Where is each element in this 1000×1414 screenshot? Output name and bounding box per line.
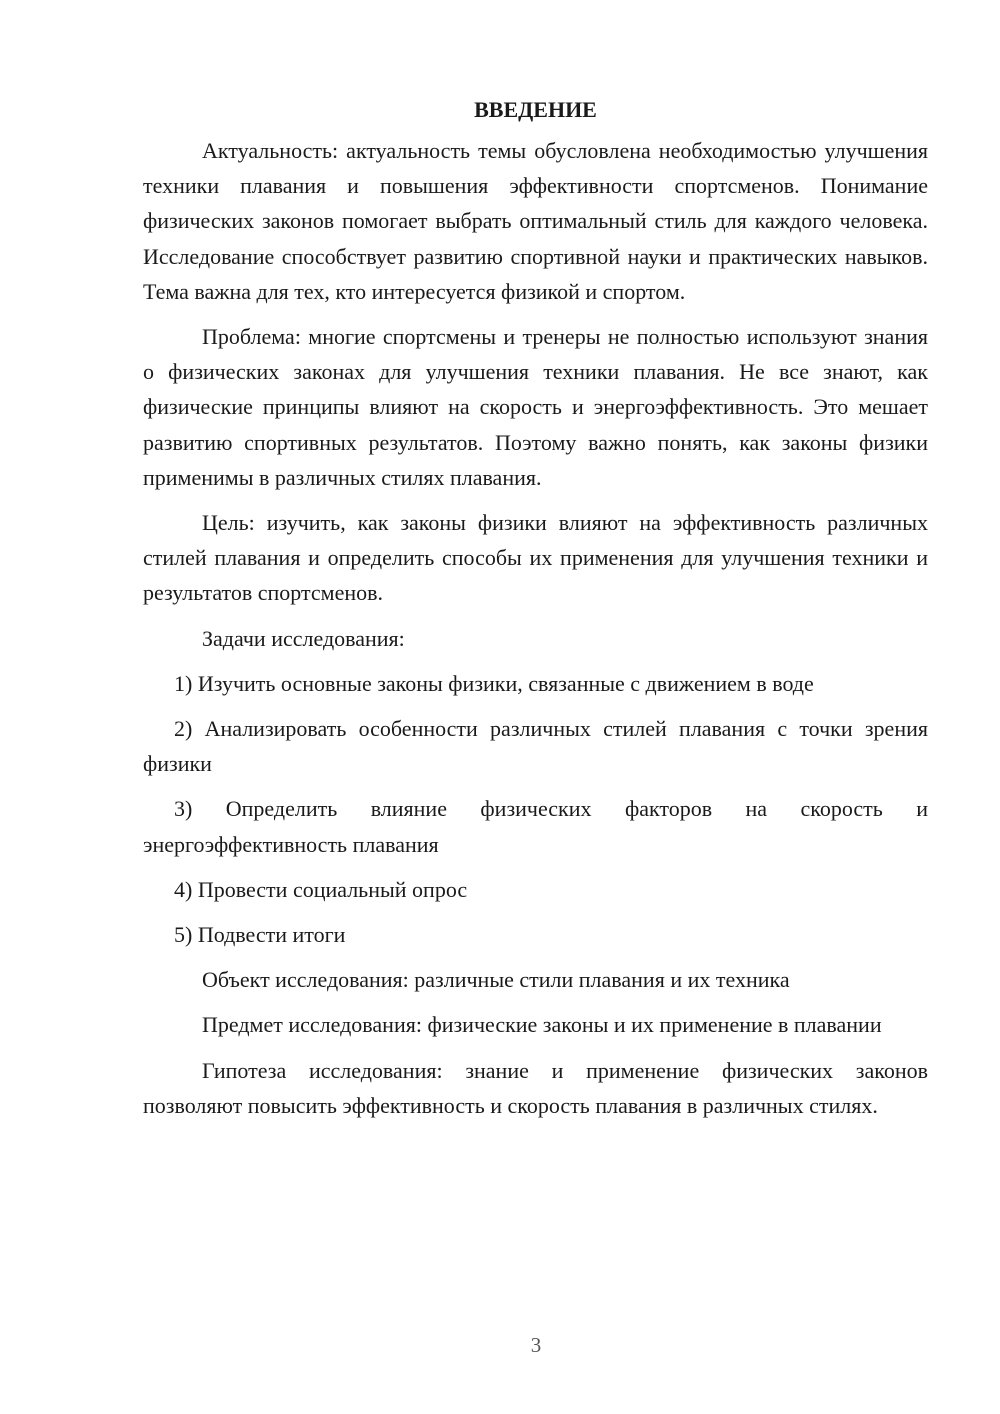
section-heading: ВВЕДЕНИЕ bbox=[474, 97, 597, 122]
page-number: 3 bbox=[530, 1333, 542, 1357]
task-item-2: 2) Анализировать особенности различных стилей плавания с точки зрения физики bbox=[143, 716, 928, 777]
task-item-3: 3) Определить влияние физических факторов на скорость и энергоэффективность плавания bbox=[143, 796, 928, 857]
tasks-title: Задачи исследования: bbox=[202, 625, 405, 651]
task-item-5: 5) Подвести итоги bbox=[174, 922, 346, 948]
task-item-4: 4) Провести социальный опрос bbox=[174, 876, 468, 902]
goal-paragraph: Цель: изучить, как законы физики влияют на эффективность различных стилей плавания и определить способы их применения для улучшения техники и результатов спортсменов. bbox=[143, 510, 928, 606]
relevance-paragraph: Актуальность: актуальность темы обусловлена необходимостью улучшения техники плавания и повышения эффективности спортсменов. Понимание физических законов помогает выбрать оптимальный стиль для каждого человека. Исследование способствует развитию спортивной науки и практических навыков. Тема важна для тех, кто интересуется физикой и спортом. bbox=[143, 138, 928, 304]
problem-paragraph: Проблема: многие спортсмены и тренеры не полностью используют знания о физических законах для улучшения техники плавания. Не все знают, как физические принципы влияют на скорость и энергоэффективность. Это мешает развитию спортивных результатов. Поэтому важно понять, как законы физики применимы в различных стилях плавания. bbox=[143, 324, 928, 490]
document-page bbox=[143, 92, 928, 1123]
subject-paragraph: Предмет исследования: физические законы и их применение в плавании bbox=[202, 1012, 882, 1038]
object-paragraph: Объект исследования: различные стили плавания и их техника bbox=[202, 967, 790, 993]
task-item-1: 1) Изучить основные законы физики, связанные с движением в воде bbox=[174, 670, 814, 696]
hypothesis-paragraph: Гипотеза исследования: знание и применение физических законов позволяют повысить эффективность и скорость плавания в различных стилях. bbox=[143, 1057, 928, 1118]
